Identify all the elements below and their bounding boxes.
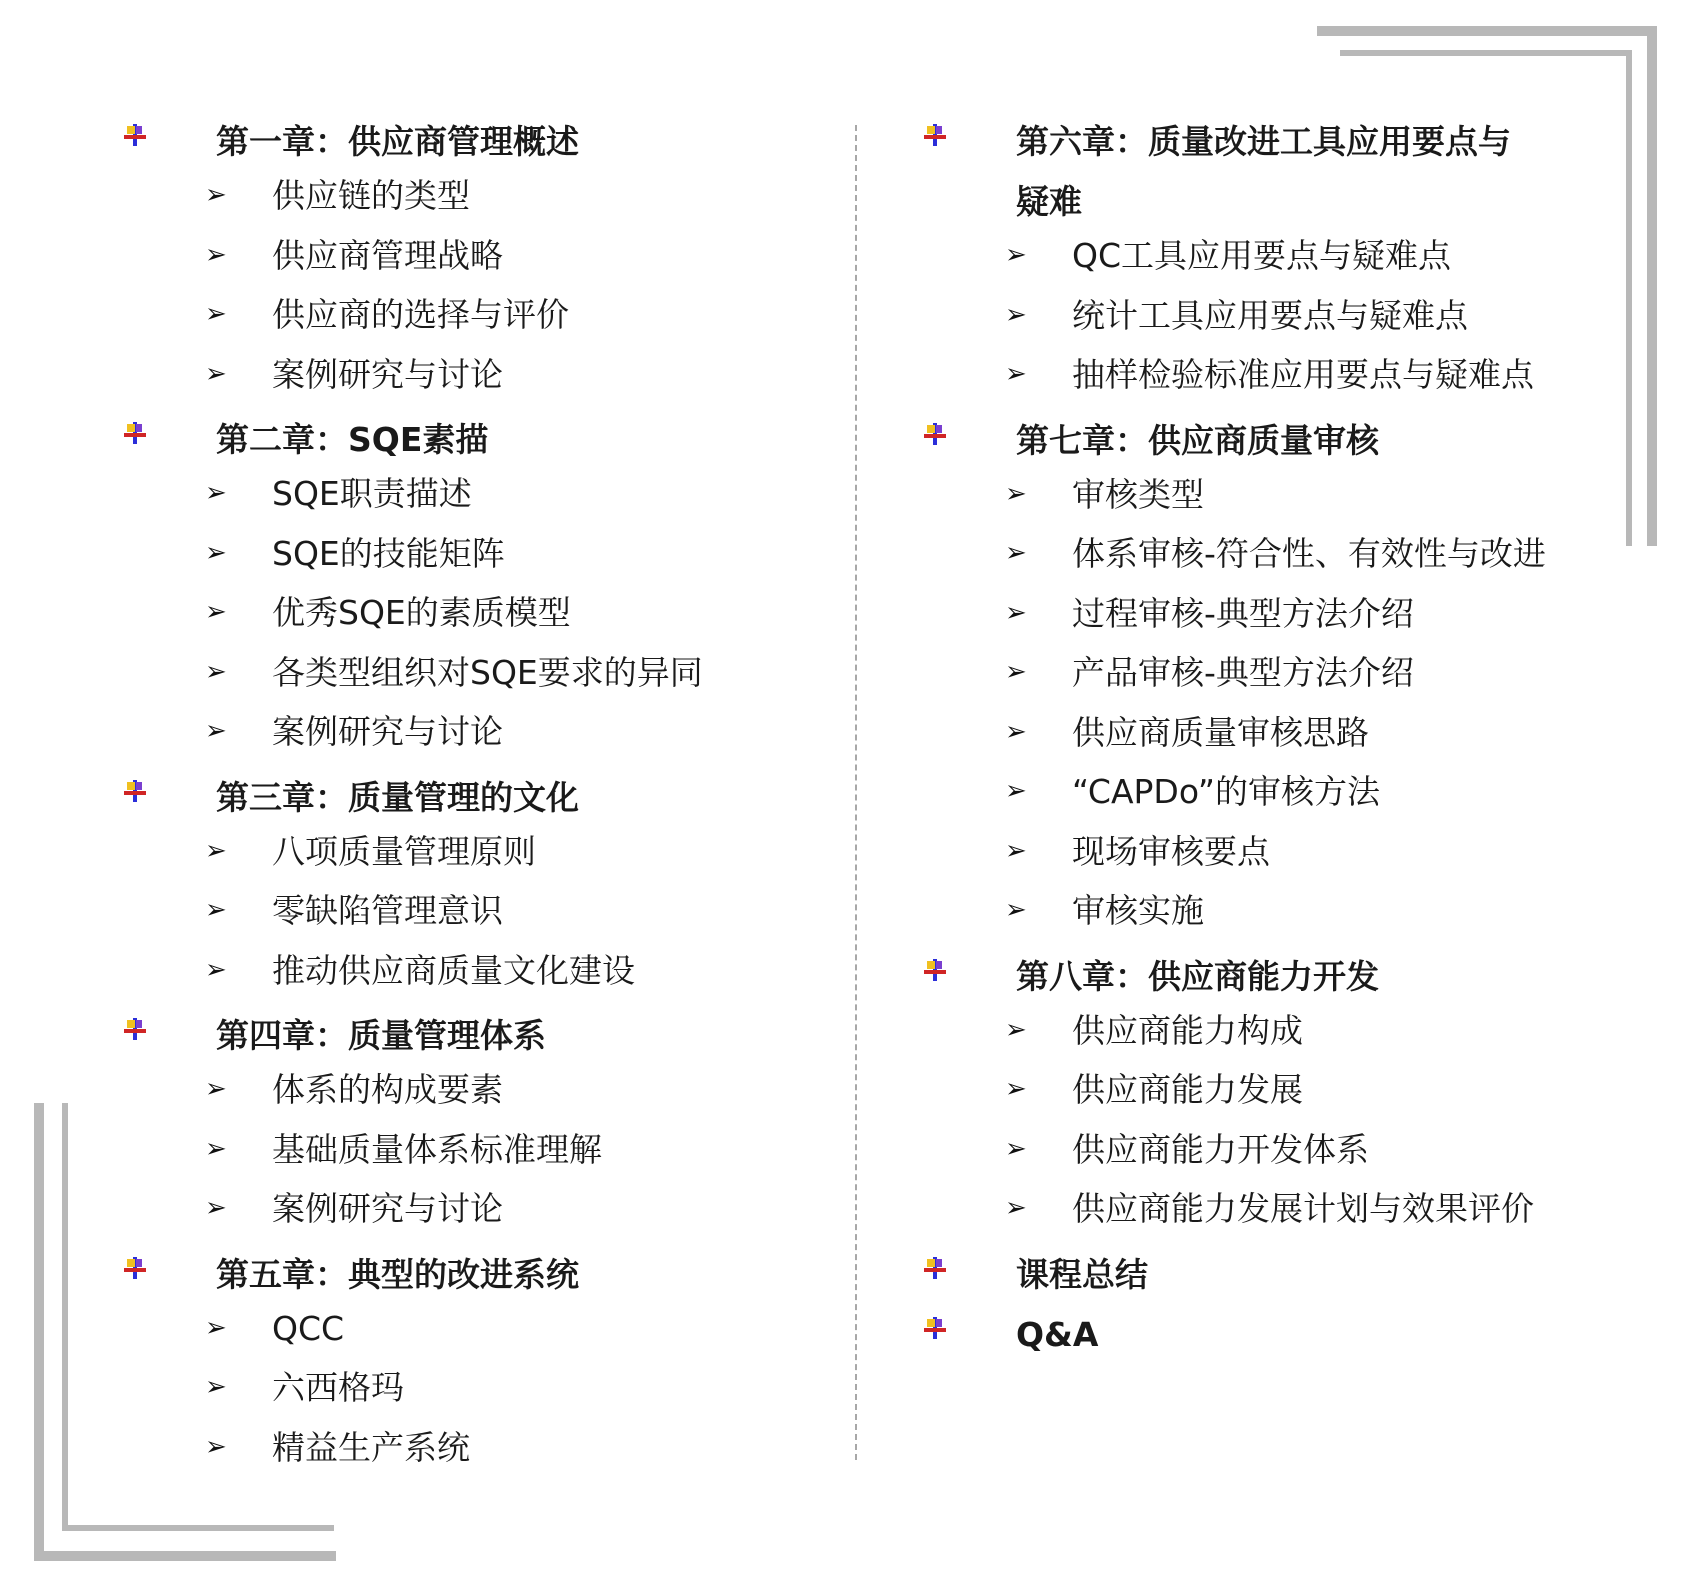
topic-label: 统计工具应用要点与疑难点: [1072, 295, 1468, 335]
arrowhead-icon: ➢: [205, 1312, 227, 1343]
chapter-section: [920, 405, 1650, 941]
list-item: [120, 166, 840, 226]
topic-list: [120, 1060, 840, 1239]
chapter-title: 第七章：供应商质量审核: [1016, 420, 1379, 460]
right-column: [920, 106, 1650, 1359]
list-item: [120, 822, 840, 882]
list-item: [120, 1418, 840, 1478]
topic-label: 供应商能力发展: [1072, 1070, 1303, 1109]
chapter-title: 第六章：质量改进工具应用要点与疑难: [1016, 122, 1511, 221]
list-item: [120, 1299, 840, 1359]
arrowhead-icon: ➢: [1005, 776, 1027, 806]
arrowhead-icon: ➢: [1005, 299, 1027, 330]
list-item: [920, 643, 1650, 703]
list-item: [120, 524, 840, 584]
topic-label: 案例研究与讨论: [272, 1189, 503, 1228]
topic-list: [920, 1001, 1650, 1239]
chapter-heading: [120, 106, 840, 166]
list-item: [120, 881, 840, 941]
arrowhead-icon: ➢: [205, 299, 227, 329]
arrowhead-icon: ➢: [205, 716, 227, 746]
topic-label: 案例研究与讨论: [272, 354, 503, 394]
arrowhead-icon: ➢: [205, 180, 227, 210]
list-item: [920, 1001, 1650, 1061]
topic-label: 审核类型: [1072, 474, 1204, 514]
four-color-cross-bullet-icon: [124, 1257, 146, 1279]
list-item: [120, 643, 840, 703]
four-color-cross-bullet-icon: [924, 1317, 946, 1339]
topic-label: 体系审核-符合性、有效性与改进: [1072, 534, 1546, 573]
arrowhead-icon: ➢: [1005, 1193, 1027, 1223]
list-item: [920, 1120, 1650, 1180]
arrowhead-icon: ➢: [1005, 657, 1027, 687]
topic-list: [120, 822, 840, 1001]
arrowhead-icon: ➢: [205, 1431, 227, 1462]
four-color-cross-bullet-icon: [124, 1018, 146, 1040]
topic-label: SQE职责描述: [272, 474, 472, 513]
chapter-heading: [920, 941, 1650, 1001]
list-item: [920, 822, 1650, 882]
arrowhead-icon: ➢: [205, 1372, 227, 1402]
frame-top-right-outer-h: [1317, 26, 1657, 36]
chapter-title: 第四章：质量管理体系: [216, 1016, 546, 1055]
topic-label: 八项质量管理原则: [272, 831, 536, 871]
four-color-cross-bullet-icon: [924, 423, 946, 445]
topic-label: 供应商质量审核思路: [1072, 712, 1369, 752]
topic-label: 供应商管理战略: [272, 235, 503, 275]
arrowhead-icon: ➢: [205, 835, 227, 866]
arrowhead-icon: ➢: [205, 954, 227, 985]
frame-bottom-left-outer-h: [34, 1551, 336, 1561]
arrowhead-icon: ➢: [205, 239, 227, 270]
topic-label: 各类型组织对SQE要求的异同: [272, 652, 703, 692]
topic-label: 供应商能力发展计划与效果评价: [1072, 1189, 1534, 1228]
list-item: [920, 703, 1650, 763]
topic-label: 过程审核-典型方法介绍: [1072, 593, 1414, 633]
frame-bottom-left-outer-v: [34, 1103, 44, 1561]
topic-label: “CAPDo”的审核方法: [1072, 772, 1380, 811]
topic-label: 抽样检验标准应用要点与疑难点: [1072, 355, 1534, 394]
chapter-title: 第五章：典型的改进系统: [216, 1254, 579, 1294]
arrowhead-icon: ➢: [1005, 240, 1027, 270]
topic-label: 审核实施: [1072, 891, 1204, 930]
list-item: [120, 345, 840, 405]
frame-top-right-inner-h: [1340, 50, 1632, 56]
list-item: [120, 1358, 840, 1418]
topic-label: 体系的构成要素: [272, 1070, 503, 1109]
chapter-title: Q&A: [1016, 1314, 1099, 1354]
chapter-section: [920, 1239, 1650, 1299]
chapter-section: [120, 1000, 840, 1239]
list-item: [120, 583, 840, 643]
list-item: [120, 1120, 840, 1180]
arrowhead-icon: ➢: [205, 1133, 227, 1164]
arrowhead-icon: ➢: [205, 1074, 227, 1104]
list-item: [120, 941, 840, 1001]
topic-list: [920, 465, 1650, 941]
topic-list: [120, 1299, 840, 1478]
chapter-title: 第二章：SQE素描: [216, 420, 489, 459]
topic-label: 产品审核-典型方法介绍: [1072, 653, 1414, 692]
chapter-heading: [920, 405, 1650, 465]
chapter-title: 第一章：供应商管理概述: [216, 122, 579, 161]
frame-bottom-left-inner-h: [62, 1525, 334, 1531]
list-item: [920, 762, 1650, 822]
topic-label: 零缺陷管理意识: [272, 891, 503, 930]
list-item: [120, 702, 840, 762]
arrowhead-icon: ➢: [1005, 835, 1027, 866]
topic-label: 基础质量体系标准理解: [272, 1129, 602, 1169]
topic-label: 供应商的选择与评价: [272, 295, 569, 334]
topic-label: 六西格玛: [272, 1368, 404, 1407]
chapter-heading: [920, 106, 1650, 226]
chapter-section: [920, 941, 1650, 1239]
chapter-section: [120, 106, 840, 404]
chapter-section: [120, 1239, 840, 1478]
topic-label: 供应商能力开发体系: [1072, 1129, 1369, 1169]
list-item: [120, 226, 840, 286]
chapter-section: [920, 1299, 1650, 1359]
list-item: [920, 584, 1650, 644]
four-color-cross-bullet-icon: [924, 124, 946, 146]
four-color-cross-bullet-icon: [124, 780, 146, 802]
chapter-heading: [120, 1000, 840, 1060]
topic-label: 推动供应商质量文化建设: [272, 950, 635, 990]
four-color-cross-bullet-icon: [924, 959, 946, 981]
arrowhead-icon: ➢: [205, 656, 227, 687]
arrowhead-icon: ➢: [1005, 1074, 1027, 1104]
topic-list: [120, 464, 840, 762]
chapter-section: [120, 762, 840, 1001]
list-item: [120, 1060, 840, 1120]
arrowhead-icon: ➢: [205, 358, 227, 389]
arrowhead-icon: ➢: [205, 1193, 227, 1223]
chapter-title: 第八章：供应商能力开发: [1016, 956, 1379, 996]
topic-label: 优秀SQE的素质模型: [272, 593, 571, 632]
list-item: [920, 1179, 1650, 1239]
list-item: [120, 1179, 840, 1239]
chapter-heading: [120, 404, 840, 464]
frame-bottom-left-inner-v: [62, 1103, 68, 1531]
arrowhead-icon: ➢: [1005, 895, 1027, 925]
list-item: [920, 465, 1650, 525]
chapter-heading: [920, 1299, 1650, 1359]
topic-label: 供应链的类型: [272, 176, 470, 215]
arrowhead-icon: ➢: [205, 597, 227, 627]
left-column: [120, 106, 840, 1477]
arrowhead-icon: ➢: [205, 895, 227, 925]
topic-label: 案例研究与讨论: [272, 712, 503, 751]
topic-label: QC工具应用要点与疑难点: [1072, 236, 1452, 275]
four-color-cross-bullet-icon: [924, 1257, 946, 1279]
chapter-section: [120, 404, 840, 762]
four-color-cross-bullet-icon: [124, 124, 146, 146]
column-divider: [855, 125, 857, 1460]
list-item: [920, 524, 1650, 584]
list-item: [920, 345, 1650, 405]
chapter-title: 课程总结: [1016, 1254, 1148, 1294]
topic-label: 供应商能力构成: [1072, 1010, 1303, 1050]
list-item: [920, 881, 1650, 941]
topic-label: 现场审核要点: [1072, 831, 1270, 871]
arrowhead-icon: ➢: [1005, 1133, 1027, 1164]
chapter-heading: [120, 762, 840, 822]
chapter-heading: [920, 1239, 1650, 1299]
chapter-section: [920, 106, 1650, 405]
list-item: [920, 286, 1650, 346]
four-color-cross-bullet-icon: [124, 422, 146, 444]
topic-list: [920, 226, 1650, 405]
chapter-title: 第三章：质量管理的文化: [216, 777, 579, 817]
topic-list: [120, 166, 840, 404]
arrowhead-icon: ➢: [1005, 597, 1027, 628]
arrowhead-icon: ➢: [205, 478, 227, 508]
arrowhead-icon: ➢: [205, 537, 227, 568]
arrowhead-icon: ➢: [1005, 538, 1027, 568]
arrowhead-icon: ➢: [1005, 478, 1027, 509]
topic-label: SQE的技能矩阵: [272, 533, 505, 573]
list-item: [920, 226, 1650, 286]
arrowhead-icon: ➢: [1005, 716, 1027, 747]
list-item: [120, 285, 840, 345]
chapter-heading: [120, 1239, 840, 1299]
topic-label: 精益生产系统: [272, 1427, 470, 1467]
arrowhead-icon: ➢: [1005, 359, 1027, 389]
topic-label: QCC: [272, 1308, 345, 1348]
list-item: [920, 1060, 1650, 1120]
arrowhead-icon: ➢: [1005, 1014, 1027, 1045]
list-item: [120, 464, 840, 524]
